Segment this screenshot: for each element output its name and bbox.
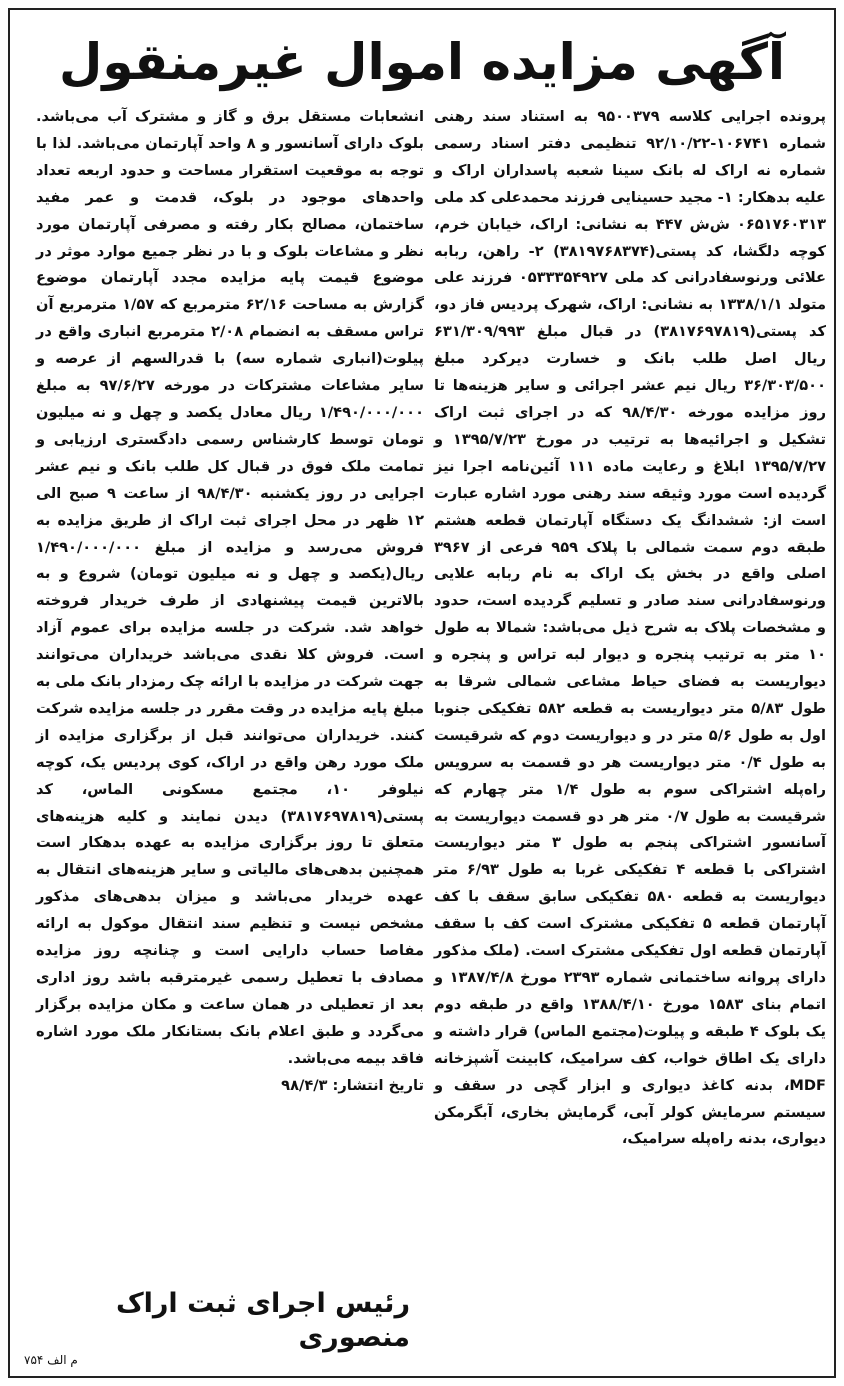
- signature-title: رئیس اجرای ثبت اراک: [115, 1288, 410, 1319]
- publish-date: تاریخ انتشار: ۹۸/۴/۳: [281, 1076, 424, 1094]
- right-column: [434, 104, 826, 1153]
- notice-title: آگهی مزایده اموال غیرمنقول: [58, 33, 786, 91]
- signature-name: منصوری: [298, 1322, 410, 1353]
- notice-code: م الف ۷۵۴: [24, 1353, 78, 1367]
- left-column-text: انشعابات مستقل برق و گاز و مشترک آب می‌باشد. بلوک دارای آسانسور و ۸ واحد آپارتمان می‌باشد. لذا با توجه به موقعیت استقرار مساحت و حدود اربعه تعداد واحدهای موجود در بلوک، قدمت و عمر مفید ساختمان، مصالح بکار رفته و مصرفی آپارتمان مورد نظر و مشاعات بلوک و با در نظر جمیع موارد موثر در موضوع قیمت پایه مزایده مجدد آپارتمان موضوع گزارش به مساحت ۶۲/۱۶ مترمربع که ۱/۵۷ مترمربع آن تراس مسقف به انضمام ۲/۰۸ مترمربع انباری واقع در پیلوت(انباری شماره سه) با قدرالسهم از عرصه و سایر مشاعات مشترکات در مورخه ۹۷/۶/۲۷ به مبلغ ۱/۴۹۰/۰۰۰/۰۰۰ ریال معادل یکصد و چهل و نه میلیون تومان توسط کارشناس رسمی دادگستری ارزیابی و تمامت ملک فوق در قبال کل طلب بانک و نیم عشر اجرایی در روز یکشنبه ۹۸/۴/۳۰ از ساعت ۹ صبح الی ۱۲ ظهر در محل اجرای ثبت اراک از طریق مزایده به فروش می‌رسد و مزایده از مبلغ ۱/۴۹۰/۰۰۰/۰۰۰ ریال(یکصد و چهل و نه میلیون تومان) شروع و به بالاترین قیمت پیشنهادی از طرف خریدار فروخته خواهد شد. شرکت در جلسه مزایده برای عموم آزاد است. فروش کلا نقدی می‌باشد خریداران می‌توانند جهت شرکت در مزایده با ارائه چک رمزدار بانک ملی به مبلغ پایه مزایده در وقت مقرر در جلسه مزایده شرکت کنند. خریداران می‌توانند قبل از برگزاری مزایده از ملک مورد رهن واقع در اراک، کوی پردیس یک، کوچه نیلوفر ۱۰، مجتمع مسکونی الماس، کد پستی(۳۸۱۷۶۹۷۸۱۹) دیدن نمایند و کلیه هزینه‌های متعلق تا روز برگزاری مزایده به عهده بدهکار است همچنین بدهی‌های مالیاتی و سایر هزینه‌های انتقال به عهده خریدار می‌باشد و میزان بدهی‌های مذکور مشخص نیست و تنظیم سند انتقال موکول به ارائه مفاصا حساب دارایی است و چنانچه روز مزایده مصادف با تعطیل رسمی غیرمترقبه باشد روز اداری بعد از تعطیلی در همان ساعت و مکان مزایده برگزار می‌گردد و طبق اعلام بانک بستانکار ملک مورد اشاره فاقد بیمه می‌باشد.: [36, 108, 425, 1067]
- right-column-text: پرونده اجرایی کلاسه ۹۵۰۰۳۷۹ به استناد سند رهنی شماره ۱۰۶۷۴۱-۹۲/۱۰/۲۲ تنظیمی دفتر اسناد رسمی شماره نه اراک له بانک سینا شعبه پاسداران اراک و علیه بدهکار: ۱- مجید حسینایی فرزند محمدعلی کد ملی ۰۶۵۱۷۶۰۳۱۳ ش‌ش ۴۴۷ به نشانی: اراک، خیابان خرم، کوچه دلگشا، کد پستی(۳۸۱۹۷۶۸۳۷۴) ۲- راهن، ربابه علائی ورنوسفادرانی کد ملی ۰۵۳۳۳۵۴۹۲۷ فرزند علی متولد ۱۳۳۸/۱/۱ به نشانی: اراک، شهرک پردیس فاز دو، کد پستی(۳۸۱۷۶۹۷۸۱۹) در قبال مبلغ ۶۳۱/۳۰۹/۹۹۳ ریال اصل طلب بانک و خسارت دیرکرد مبلغ ۳۶/۳۰۳/۵۰۰ ریال نیم عشر اجرائی و سایر هزینه‌ها تا روز مزایده مورخه ۹۸/۴/۳۰ که در اجرای ثبت اراک تشکیل و اجرائیه‌ها به ترتیب در مورخ ۱۳۹۵/۷/۲۳ و ۱۳۹۵/۷/۲۷ ابلاغ و رعایت ماده ۱۱۱ آئین‌نامه اجرا نیز گردیده است مورد وثیقه سند رهنی مورد اشاره عبارت است از: ششدانگ یک دستگاه آپارتمان قطعه هشتم طبقه دوم سمت شمالی با پلاک ۹۵۹ فرعی از ۳۹۶۷ اصلی واقع در بخش یک اراک به نام ربابه علایی ورنوسفادرانی سند صادر و تسلیم گردیده است، حدود و مشخصات پلاک به شرح ذیل می‌باشد: شمالا به طول ۱۰ متر به ترتیب پنجره و دیوار لبه تراس و پنجره و دیواریست به فضای حیاط مشاعی شمالی شرقا به طول ۵/۸۳ متر دیواریست به قطعه ۵۸۲ تفکیکی جنوبا اول به طول ۵/۶ متر در و دیواریست دوم که شرقیست به طول ۰/۴ متر دیواریست هر دو قسمت به سرویس راه‌پله اشتراکی سوم به طول ۱/۴ متر چهارم که شرقیست به طول ۰/۷ متر هر دو قسمت دیواریست به آسانسور اشتراکی پنجم به طول ۳ متر دیواریست اشتراکی با قطعه ۴ تفکیکی غربا به طول ۶/۹۳ متر دیواریست به قطعه ۵۸۰ تفکیکی سابق سقف با کف آپارتمان قطعه ۵ تفکیکی مشترک است کف با سقف آپارتمان قطعه اول تفکیکی مشترک است. (ملک مذکور دارای پروانه ساختمانی شماره ۲۳۹۳ مورخ ۱۳۸۷/۴/۸ و اتمام بنای ۱۵۸۳ مورخ ۱۳۸۸/۴/۱۰ واقع در طبقه دوم یک بلوک ۴ طبقه و پیلوت(مجتمع الماس) قرار داشته و دارای یک اطاق خواب، کف سرامیک، کابینت آشپزخانه MDF، بدنه کاغذ دیواری و ابزار گچی در سقف و سیستم سرمایش کولر آبی، گرمایش بخاری، آبگرمکن دیواری، بدنه راه‌پله سرامیک،: [434, 108, 827, 1148]
- left-column: [36, 104, 424, 1100]
